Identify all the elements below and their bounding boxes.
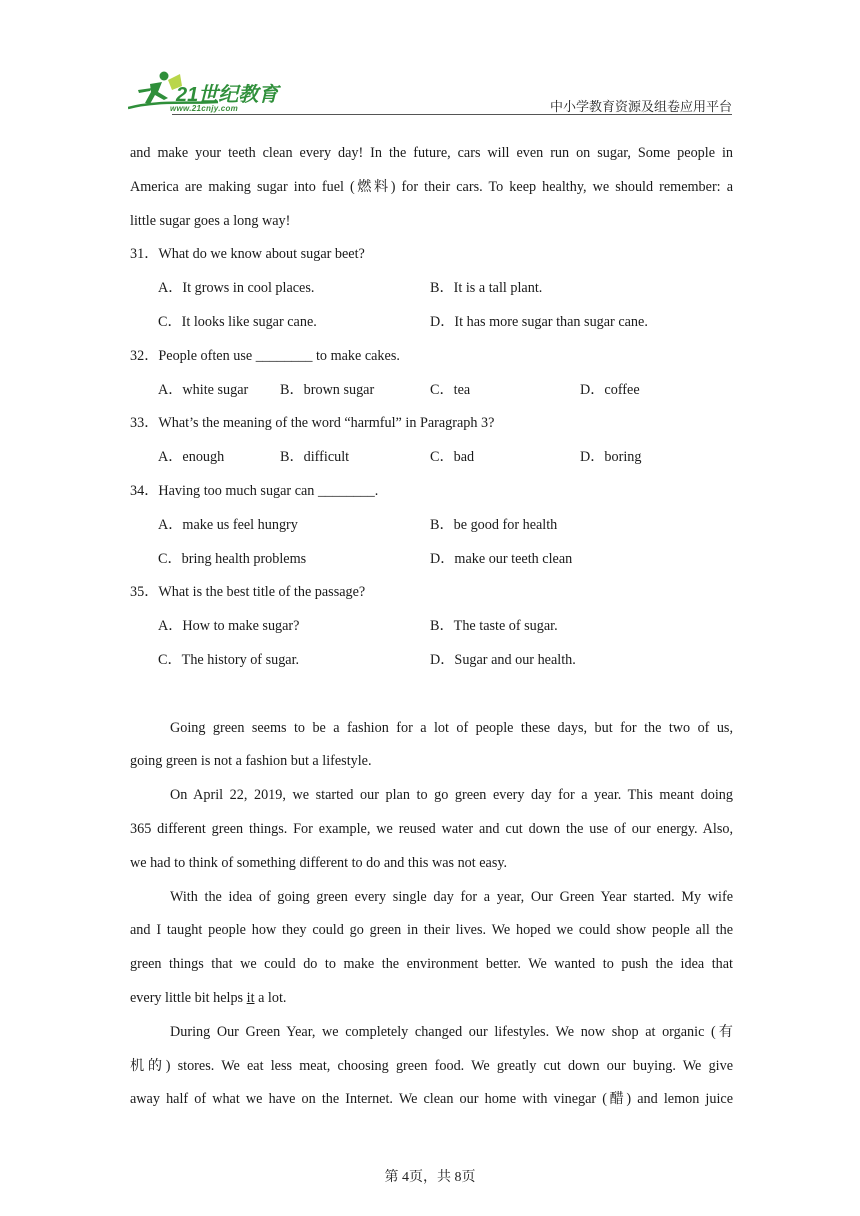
passage-line: and I taught people how they could go green in their lives. We hoped we could show people all the bbox=[130, 922, 733, 939]
option-row bbox=[130, 374, 733, 408]
passage-line: During Our Green Year, we completely changed our lifestyles. We now shop at organic (有 bbox=[170, 1023, 733, 1040]
option-row bbox=[130, 610, 733, 644]
question-stem: 31．What do we know about sugar beet? bbox=[130, 246, 365, 263]
option-row bbox=[130, 509, 733, 543]
passage-line: and make your teeth clean every day! In the future, cars will even run on sugar, Some people in bbox=[130, 145, 733, 161]
passage-line: With the idea of going green every single day for a year, Our Green Year started. My wife bbox=[170, 888, 733, 905]
option-row bbox=[130, 272, 733, 306]
option-b: B．It is a tall plant. bbox=[430, 280, 543, 297]
passage-line: little sugar goes a long way! bbox=[130, 212, 291, 229]
option-c: C．bring health problems bbox=[158, 550, 307, 567]
question-stem: 33．What’s the meaning of the word “harmful” in Paragraph 3? bbox=[130, 415, 495, 432]
section-gap bbox=[130, 678, 733, 712]
option-c: C．The history of sugar. bbox=[158, 651, 300, 668]
question-stem: 32．People often use ________ to make cakes. bbox=[130, 347, 400, 364]
option-b: B．be good for health bbox=[430, 516, 558, 533]
option-a: A．make us feel hungry bbox=[158, 516, 298, 533]
text-span: a lot. bbox=[254, 989, 287, 1006]
option-b: B．brown sugar bbox=[280, 381, 375, 398]
underlined-word: it bbox=[246, 989, 255, 1006]
page-header bbox=[128, 66, 732, 114]
option-c: C．bad bbox=[430, 449, 475, 466]
passage-line: 365 different green things. For example, we reused water and cut down the use of our energy. Also, bbox=[130, 820, 733, 837]
option-b: B．The taste of sugar. bbox=[430, 618, 558, 635]
option-d: D．coffee bbox=[580, 381, 640, 398]
passage-line: we had to think of something different to do and this was not easy. bbox=[130, 854, 508, 871]
header-rule bbox=[172, 114, 732, 115]
passage-line: 机的) stores. We eat less meat, choosing green food. We greatly cut down our buying. We give bbox=[130, 1057, 733, 1074]
option-c: C．It looks like sugar cane. bbox=[158, 313, 317, 330]
header-title: 中小学教育资源及组卷应用平台 bbox=[549, 99, 732, 114]
logo bbox=[128, 70, 298, 114]
page-body bbox=[130, 137, 733, 1117]
passage-line: America are making sugar into fuel (燃料) for their cars. To keep healthy, we should remember: a bbox=[130, 178, 733, 195]
passage-line: On April 22, 2019, we started our plan to go green every day for a year. This meant doing bbox=[170, 787, 733, 804]
option-row bbox=[130, 644, 733, 678]
passage-line: away half of what we have on the Internet. We clean our home with vinegar (醋) and lemon juice bbox=[130, 1091, 733, 1108]
option-a: A．It grows in cool places. bbox=[158, 280, 315, 297]
option-a: A．enough bbox=[158, 449, 225, 466]
option-a: A．How to make sugar? bbox=[158, 618, 300, 635]
option-d: D．boring bbox=[580, 449, 642, 466]
logo-domain: www.21cnjy.com bbox=[170, 104, 239, 113]
option-row bbox=[130, 306, 733, 340]
text-span: every little bit helps bbox=[130, 989, 247, 1006]
option-b: B．difficult bbox=[280, 449, 350, 466]
option-d: D．make our teeth clean bbox=[430, 550, 573, 567]
option-row bbox=[130, 441, 733, 475]
passage-line bbox=[130, 982, 733, 1016]
option-d: D．It has more sugar than sugar cane. bbox=[430, 313, 648, 330]
passage-line: green things that we could do to make the environment better. We wanted to push the idea that bbox=[130, 956, 733, 973]
question-stem: 34．Having too much sugar can ________. bbox=[130, 482, 379, 499]
option-d: D．Sugar and our health. bbox=[430, 651, 576, 668]
passage-line: going green is not a fashion but a lifestyle. bbox=[130, 753, 372, 770]
option-a: A．white sugar bbox=[158, 381, 249, 398]
passage-line: Going green seems to be a fashion for a lot of people these days, but for the two of us, bbox=[170, 719, 733, 736]
option-c: C．tea bbox=[430, 381, 471, 398]
option-row bbox=[130, 543, 733, 577]
logo-text: 21世纪教育 bbox=[176, 84, 279, 106]
page-number: 第 4页，共 8页 bbox=[384, 1170, 476, 1185]
question-stem: 35．What is the best title of the passage? bbox=[130, 584, 366, 601]
